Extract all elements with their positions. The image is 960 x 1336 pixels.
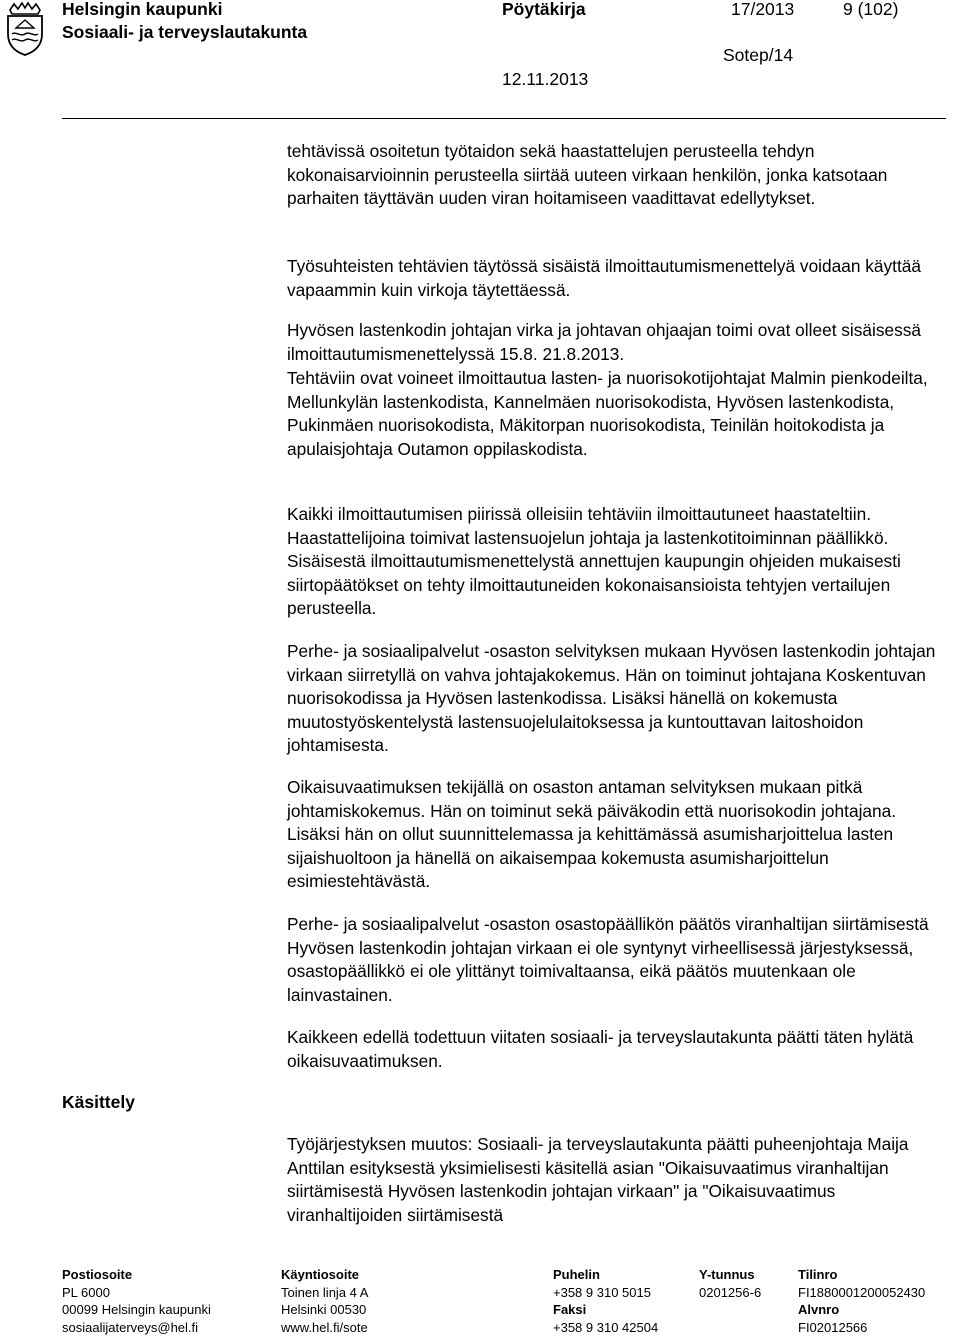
footer-label-puhelin: Puhelin	[553, 1267, 600, 1282]
paragraph-7: Oikaisuvaatimuksen tekijällä on osaston antaman selvityksen mukaan pitkä johtamiskokemus. Hän on toiminut sekä päiväkodin että nuorisokodin johtajana. Lisäksi hän on ollut suunnittelemassa ja kehittämässä asumisharjoittelua lasten sijaishuoltoon ja hänellä on aikaisempaa kokemusta asumisharjoittelun esimiestehtävästä.	[287, 777, 897, 891]
footer-text: +358 9 310 42504	[553, 1319, 659, 1335]
footer-label-alvnro: Alvnro	[798, 1302, 840, 1318]
footer-text: 00099 Helsingin kaupunki	[62, 1302, 211, 1318]
paragraph-6: Perhe- ja sosiaalipalvelut -osaston selvityksen mukaan Hyvösen lastenkodin johtajan virkaan siirretyllä on vahva johtajakokemus. Hän on toiminut johtajana Koskentuvan nuorisokodissa ja Hyvösen lastenkodissa. Lisäksi hänellä on kokemusta muutostyöskentelystä lastensuojelulaitoksessa ja kuntouttavan laitoshoidon johtamisesta.	[287, 641, 936, 755]
footer-text: Toinen linja 4 A	[281, 1284, 369, 1300]
paragraph-3: Hyvösen lastenkodin johtajan virka ja johtavan ohjaajan toimi ovat olleet sisäisessä ilmoittautumismenettelyssä 15.8. 21.8.2013.	[287, 320, 922, 364]
page-number: 9 (102)	[843, 0, 899, 19]
paragraph-4: Tehtäviin ovat voineet ilmoittautua lasten- ja nuorisokotijohtajat Malmin pienkodeilta, Mellunkylän lastenkodista, Kannelmäen nuorisokodista, Hyvösen lastenkodista, Pukinmäen nuorisokodista, Mäkitorpan nuorisokodista, Teinilän hoitokodista ja apulaisjohtaja Outamon oppilaskodista.	[287, 368, 928, 459]
footer-label-faksi: Faksi	[553, 1302, 587, 1318]
footer-label-postiosoite: Postiosoite	[62, 1267, 133, 1282]
footer-phone	[553, 1266, 658, 1336]
document-type: Pöytäkirja	[502, 0, 586, 19]
paragraph-2: Työsuhteisten tehtävien täytössä sisäistä ilmoittautumismenettelyä voidaan käyttää vapaammin kuin virkoja täytettäessä.	[287, 256, 921, 300]
footer-text: +358 9 310 5015	[553, 1284, 651, 1300]
footer-email: sosiaalijaterveys@hel.fi	[62, 1319, 199, 1335]
footer-website: www.hel.fi/sote	[281, 1319, 368, 1335]
footer-business-id	[699, 1266, 761, 1301]
footer-text: FI02012566	[798, 1319, 868, 1335]
board-name: Sosiaali- ja terveyslautakunta	[62, 22, 308, 42]
footer-text: PL 6000	[62, 1284, 110, 1300]
footer-label-tilinro: Tilinro	[798, 1267, 838, 1282]
helsinki-crest-icon	[4, 0, 46, 56]
paragraph-9: Kaikkeen edellä todettuun viitaten sosiaali- ja terveyslautakunta päätti täten hylätä oikaisuvaatimuksen.	[287, 1027, 914, 1071]
footer-label-kayntiosoite: Käyntiosoite	[281, 1267, 360, 1282]
org-name: Helsingin kaupunki	[62, 0, 223, 19]
document-number: 17/2013	[731, 0, 795, 19]
footer-text: 0201256-6	[699, 1284, 762, 1300]
paragraph-10: Työjärjestyksen muutos: Sosiaali- ja terveyslautakunta päätti puheenjohtaja Maija Anttilan esityksestä yksimielisesti käsitellä asian "Oikaisuvaatimus viranhaltijan siirtämisestä Hyvösen lastenkodin johtajan virkaan" ja "Oikaisuvaatimus viranhaltijoiden siirtämisestä	[287, 1134, 909, 1225]
paragraph-5: Kaikki ilmoittautumisen piirissä olleisiin tehtäviin ilmoittautuneet haastateltiin. Haastattelijoina toimivat lastensuojelun johtaja ja lastenkotitoiminnan päällikkö. Sisäisestä ilmoittautumismenettelystä annettujen kaupungin ohjeiden mukaisesti siirtopäätökset on tehty ilmoittautuneiden kokonaisansioista tehtyjen vertailujen perusteella.	[287, 504, 901, 618]
footer-label-y-tunnus: Y-tunnus	[699, 1267, 755, 1282]
footer-account	[798, 1266, 925, 1336]
footer-postal-address	[62, 1266, 211, 1336]
header-divider	[62, 118, 946, 119]
section-code: Sotep/14	[723, 45, 794, 65]
footer-text: Helsinki 00530	[281, 1302, 367, 1318]
footer-visiting-address	[281, 1266, 368, 1336]
section-label-kasittely: Käsittely	[62, 1092, 135, 1112]
paragraph-8: Perhe- ja sosiaalipalvelut -osaston osastopäällikön päätös viranhaltijan siirtämisestä Hyvösen lastenkodin johtajan virkaan ei ole syntynyt virheellisessä järjestyksessä, osastopäällikkö ei ole ylittänyt toimivaltaansa, eikä päätös muutenkaan ole lainvastainen.	[287, 914, 929, 1005]
meeting-date: 12.11.2013	[502, 69, 589, 89]
footer-text: FI1880001200052430	[798, 1284, 926, 1300]
paragraph-1: tehtävissä osoitetun työtaidon sekä haastattelujen perusteella tehdyn kokonaisarvioinnin perusteella siirtää uuteen virkaan henkilön, jonka katsotaan parhaiten täyttävän uuden viran hoitamiseen vaadittavat edellytykset.	[287, 141, 888, 208]
